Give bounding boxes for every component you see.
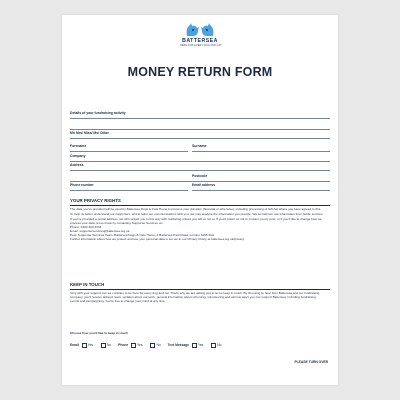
email-label: Email address [192,183,215,187]
phone-no-checkbox[interactable] [150,343,155,348]
please-turn-over: PLEASE TURN OVER [294,360,328,364]
email-pref-label: Email [70,343,79,348]
privacy-email: Email: supporterservices@battersea.org.uk [70,229,130,233]
email-field[interactable] [192,190,330,191]
forename-field[interactable] [70,151,188,152]
privacy-paragraph: The data you've provided will be used by Battersea Dogs & Cats Home to process your donation (financial or otherwise), including processing of Gift Aid where you have agreed to this. [70,207,322,211]
phone-pref-label: Phone [118,343,129,348]
text-yes-label: Yes [197,343,204,348]
email-yes-label: Yes [87,343,94,348]
keep-in-touch-text: Only with your support can we continue to be here for every dog and cat. That's why we are asking you to let us keep in touch. By choosing to hear from Battersea and our fundraising company, you'll receive tailored news, updates about our work, general information about rehoming, volunteering and various ways you can support Battersea, including fundraising, events and campaigning. You're free to change your mind at any time. [70,291,320,303]
company-field[interactable] [70,161,330,162]
email-no-checkbox[interactable] [101,343,106,348]
contact-preferences [70,343,227,348]
keep-in-touch-prompt: Choose how you'd like to keep in touch [70,331,128,335]
surname-field[interactable] [192,151,330,152]
surname-label: Surname [192,144,207,148]
keep-in-touch-heading: KEEP IN TOUCH [70,282,105,287]
privacy-phone: Phone: 0300 303 3334 [70,225,102,229]
privacy-paragraph: If you've provided a postal address, we will contact you in this way with marketing unless you tell us not to. If you'd prefer us not to contact you by post, or if you'd like to change how we process your data, let us know by contacting Supporter Services on: [70,217,322,225]
company-label: Company [70,154,86,158]
brand-tagline: HERE FOR EVERY DOG AND CAT [180,44,222,47]
privacy-post: Post: Supporter Services Team, Battersea Dogs & Cats Home, 4 Battersea Park Road, London SW8 4AA [70,233,215,237]
address-field-line-2[interactable] [70,181,330,182]
email-yes-checkbox[interactable] [82,343,87,348]
privacy-text [70,207,326,278]
details-field-line-2[interactable] [70,129,330,130]
privacy-paragraph: To help us better understand our supporters, and to tailor our communications with you, we may analyse the information you provide. We sometimes use information from public sources. [70,212,324,216]
page-title: MONEY RETURN FORM [127,65,273,79]
dog-cat-logo-icon [185,23,215,37]
address-label: Address [70,163,84,167]
phone-label: Phone number [70,183,94,187]
phone-field[interactable] [70,190,188,191]
details-field[interactable] [70,118,330,119]
text-yes-checkbox[interactable] [192,343,197,348]
text-no-checkbox[interactable] [211,343,216,348]
forename-label: Forename [70,144,87,148]
details-label: Details of your fundraising activity [70,111,126,115]
privacy-divider [70,205,330,206]
salutation-label: Mr/ Mrs/ Miss/ Ms/ Other [70,131,110,135]
address-field[interactable] [70,170,330,171]
salutation-field[interactable] [70,138,330,139]
keep-in-touch-divider [70,289,330,290]
phone-yes-checkbox[interactable] [131,343,136,348]
email-no-label: No [107,343,112,348]
text-pref-label: Text Message [167,343,190,348]
privacy-policy: Further information about how we protect and use your personal data is set out in our Privacy Policy at battersea.org.uk/privacy [70,237,245,241]
postcode-label: Postcode [192,174,208,178]
form-page [62,15,338,385]
brand-logo [180,23,220,47]
phone-yes-label: Yes [137,343,143,348]
phone-no-label: No [156,343,161,348]
brand-name: BATTERSEA [182,38,218,44]
text-no-label: No [217,343,222,348]
privacy-heading: YOUR PRIVACY RIGHTS [70,198,121,203]
